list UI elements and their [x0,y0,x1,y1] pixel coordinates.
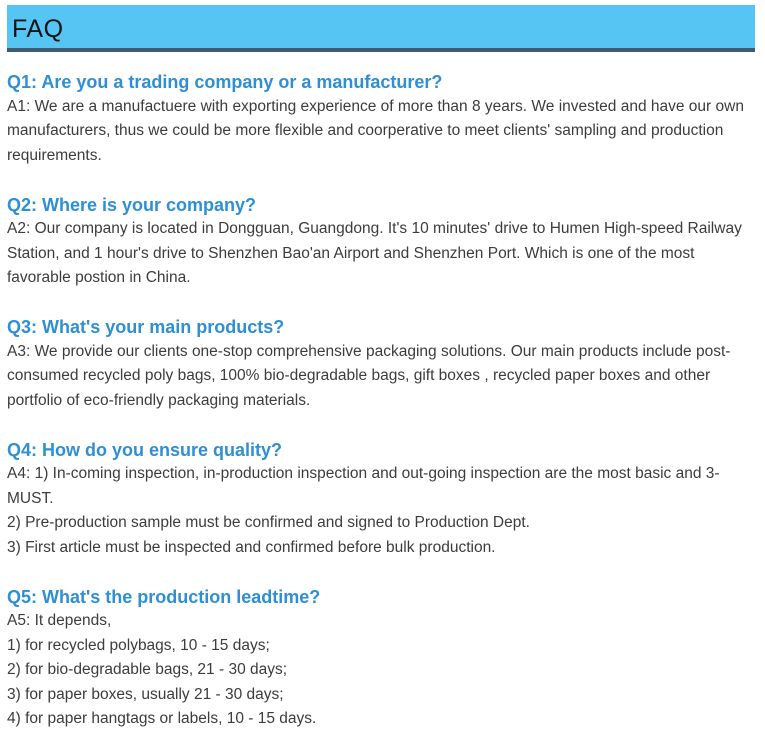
page-title: FAQ [12,15,64,43]
faq-answer [7,217,750,291]
faq-item [7,438,750,561]
faq-question: Q5: What's the production leadtime? [7,586,321,607]
faq-question: Q4: How do you ensure quality? [7,439,283,460]
faq-item [7,70,750,168]
faq-answer-line: A1: We are a manufactuere with exporting experience of more than 8 years. We invested and have our own manufacturers, thus we could be more flexible and coorperative to meet clients' sampling and production requirements. [7,97,744,164]
faq-answer-line: 3) First article must be inspected and confirmed before bulk production. [7,538,496,556]
faq-item [7,315,750,413]
faq-question: Q1: Are you a trading company or a manufacturer? [7,72,443,92]
faq-answer-line: A2: Our company is located in Dongguan, Guangdong. It's 10 minutes' drive to Humen High-speed Railway Station, and 1 hour's drive to Shenzhen Bao'an Airport and Shenzhen Port. Which is one of the most favorable postion in China. [7,220,742,286]
faq-answer [7,462,750,560]
faq-answer-line: 4) for paper hangtags or labels, 10 - 15 days. [7,710,317,727]
faq-question: Q3: What's your main products? [7,317,285,337]
faq-answer-line: 2) for bio-degradable bags, 21 - 30 days; [7,661,288,678]
faq-answer-line: 1) for recycled polybags, 10 - 15 days; [7,636,270,654]
faq-answer [7,95,750,169]
faq-answer [7,609,750,732]
faq-question: Q2: Where is your company? [7,194,257,215]
faq-item [7,193,750,291]
faq-answer-line: 3) for paper boxes, usually 21 - 30 days; [7,685,284,703]
faq-header-bar [7,5,755,52]
faq-list [0,52,765,742]
faq-answer-line: A5: It depends, [7,612,112,629]
faq-answer-line: 2) Pre-production sample must be confirmed and signed to Production Dept. [7,514,530,531]
faq-answer-line: A3: We provide our clients one-stop comprehensive packaging solutions. Our main products include post-consumed recycled poly bags, 100% bio-degradable bags, gift boxes , recycled paper boxes and other portfolio of eco-friendly packaging materials. [7,342,731,409]
faq-answer-line: A4: 1) In-coming inspection, in-production inspection and out-going inspection are the most basic and 3-MUST. [7,465,720,507]
faq-item [7,585,750,732]
faq-answer [7,340,750,414]
